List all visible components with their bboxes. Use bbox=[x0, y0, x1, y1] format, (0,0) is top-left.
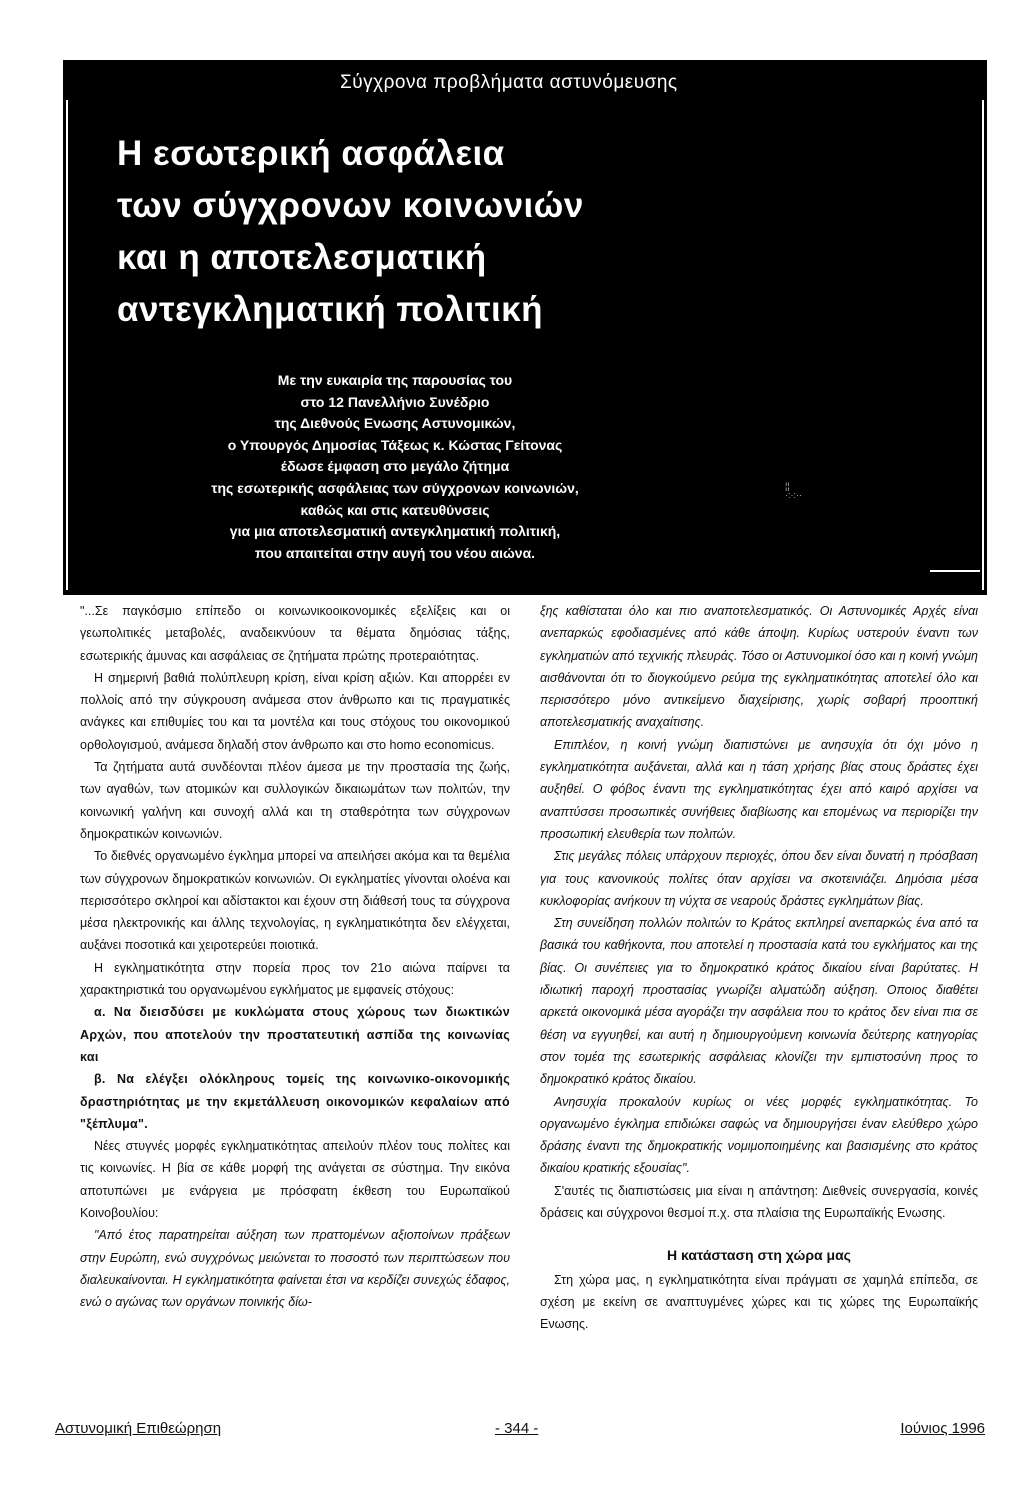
paragraph: Τα ζητήματα αυτά συνδέονται πλέον άμεσα με την προστασία της ζωής, των αγαθών, των ατομικών και συλλογικών δικαιωμάτων των πολιτών, την κοινωνική γαλήνη και συνοχή αλλά και τη σταθερότητα των σύγχρονων δημοκρατικών κοινωνιών. bbox=[80, 760, 510, 841]
quote-paragraph: ξης καθίσταται όλο και πιο αναποτελεσματικός. Οι Αστυνομικές Αρχές είναι ανεπαρκώς εφοδιασμένες από κάθε άποψη. Κυρίως υστερούν έναντι των εγκληματιών από τεχνικής πλευράς. Τόσο οι Αστυνομικοί όσο και η κοινή γνώμη αισθάνονται ότι το διογκούμενο ρεύμα της εγκληματικότητας αποτελεί όλο και περισσότερο μόνο αντικείμενο διαχείρισης, χωρίς σοβαρή προοπτική αποτελεσματικής αναχαίτισης. bbox=[540, 604, 978, 730]
lead-line: καθώς και στις κατευθύνσεις bbox=[300, 501, 490, 518]
paragraph: Η εγκληματικότητα στην πορεία προς τον 21ο αιώνα παίρνει τα χαρακτηριστικά του οργανωμένου εγκλήματος με εμφανείς στόχους: bbox=[80, 960, 510, 998]
page-footer bbox=[55, 1420, 985, 1444]
lead-line: έδωσε έμφαση στο μεγάλο ζήτημα bbox=[280, 458, 510, 475]
headline bbox=[117, 128, 677, 336]
paragraph: Νέες στυγνές μορφές εγκληματικότητας απειλούν πλέον τους πολίτες και τις κοινωνίες. Η βία σε κάθε μορφή της ανάγεται σε σύστημα. Την εικόνα αποτυπώνει με ενάργεια με πρόσφατη έκθεση του Ευρωπαϊκού Κοινοβουλίου: bbox=[80, 1139, 510, 1221]
headline-line: των σύγχρονων κοινωνιών bbox=[117, 186, 584, 225]
paragraph: Η σημερινή βαθιά πολύπλευρη κρίση, είναι κρίση αξιών. Και απορρέει εν πολλοίς από την σύγκρουση ανάμεσα στον άνθρωπο και τις πραγματικές ανάγκες και επιθυμίες του και τα μοντέλα και τους στόχους του οικονομικού ορθολογισμού, ανάμεσα δηλαδή στον άνθρωπο και στο homo economicus. bbox=[80, 670, 510, 752]
quote-paragraph: Στις μεγάλες πόλεις υπάρχουν περιοχές, όπου δεν είναι δυνατή η πρόσβαση για τους κανονικούς πολίτες όταν αρχίσει να σκοτεινιάζει. Δημόσια μέσα κυκλοφορίας ανήκουν τη νύχτα σε νεαρούς δράστες εγκλημάτων βίας. bbox=[540, 849, 978, 908]
headline-line: Η εσωτερική ασφάλεια bbox=[117, 134, 505, 173]
footer-journal: Αστυνομική Επιθεώρηση bbox=[55, 1420, 222, 1437]
decorative-line bbox=[930, 570, 980, 572]
section-title: Σύγχρονα προβλήματα αστυνόμευσης bbox=[340, 72, 678, 93]
quote-paragraph: "Από έτος παρατηρείται αύξηση των πραττομένων αξιοποίνων πράξεων στην Ευρώπη, ενώ συγχρόνως μειώνεται το ποσοστό των περιπτώσεων που διαλευκαίνονται. Η εγκληματικότητα φαίνεται έτσι να κερδίζει συνεχώς έδαφος, ενώ ο αγώνας των οργάνων ποινικής δίω- bbox=[80, 1228, 510, 1310]
lead-line: της εσωτερικής ασφάλειας των σύγχρονων κοινωνιών, bbox=[211, 479, 579, 496]
paragraph: Το διεθνές οργανωμένο έγκλημα μπορεί να απειλήσει ακόμα και τα θεμέλια των σύγχρονων δημοκρατικών κοινωνιών. Οι εγκληματίες γίνονται ολοένα και περισσότερο σκληροί και αδίστακτοι και έχουν στη διάθεσή τους τα σύγχρονα μέσα ηλεκτρονικής και άλλης τεχνολογίας, η εγκληματικότητα δεν ελέγχεται, αυξάνει ποσοτικά και χειροτερεύει ποιοτικά. bbox=[80, 849, 510, 953]
goal-a: α. Να διεισδύσει με κυκλώματα στους χώρους των διωκτικών Αρχών, που αποτελούν την προστατευτική ασπίδα της κοινωνίας και bbox=[80, 1005, 510, 1064]
paragraph: "...Σε παγκόσμιο επίπεδο οι κοινωνικοοικονομικές εξελίξεις και οι γεωπολιτικές μεταβολές, αναδεικνύουν τα θέματα δημόσιας τάξης, εσωτερικής άμυνας και ασφάλειας σε ζητήματα πρώτης προτεραιότητας. bbox=[80, 604, 510, 663]
header-left-rule bbox=[66, 100, 68, 590]
right-column bbox=[540, 600, 978, 1336]
left-column bbox=[80, 600, 510, 1314]
paragraph: Στη χώρα μας, η εγκληματικότητα είναι πράγματι σε χαμηλά επίπεδα, σε σχέση με εκείνη σε αναπτυγμένες χώρες και τις χώρες της Ευρωπαϊκής Ενωσης. bbox=[540, 1272, 978, 1332]
headline-line: και η αποτελεσματική bbox=[117, 238, 487, 277]
goal-b: β. Να ελέγξει ολόκληρους τομείς της κοινωνικο-οικονομικής δραστηριότητας με την εκμετάλλευση οικονομικών κεφαλαίων από "ξέπλυμα". bbox=[80, 1072, 510, 1131]
header-right-rule bbox=[982, 100, 984, 590]
quote-paragraph: Στη συνείδηση πολλών πολιτών το Κράτος εκπληρεί ανεπαρκώς ένα από τα βασικά του καθήκοντα, που αποτελεί η προστασία κατά του εγκλήματος και της βίας. Οι συνέπειες για το δημοκρατικό κράτος δικαίου είναι βαρύτατες. Η ιδιωτική παροχή προστασίας γνωρίζει αλματώδη αύξηση. Οποιος διαθέτει αρκετά οικονομικά μέσα αγοράζει την ασφάλεια που το κράτος δεν είναι πια σε θέση να εγγυηθεί, και αυτή η δημιουργούμενη κοινωνία δεύτερης κατηγορίας στον τομέα της εσωτερικής ασφάλειας κλονίζει την εμπιστοσύνη προς το δημοκρατικό κράτος δικαίου. bbox=[540, 916, 978, 1087]
lead-line: της Διεθνούς Ενωσης Αστυνομικών, bbox=[274, 415, 516, 432]
quote-paragraph: Επιπλέον, η κοινή γνώμη διαπιστώνει με ανησυχία ότι όχι μόνο η εγκληματικότητα αυξάνεται, αλλά και η τάση χρήσης βίας στους δράστες έχει αυξηθεί. Ο φόβος έναντι της εγκληματικότητας έχει από καιρό αρχίσει να αναπτύσσει προσωπικές συνήθειες διαβίωσης και επομένως να περιορίζει την προσωπική ελευθερία των πολιτών. bbox=[540, 737, 978, 841]
decorative-marks: ¦¦ ·:·:·· bbox=[785, 481, 802, 500]
subheading: Η κατάσταση στη χώρα μας bbox=[667, 1247, 851, 1264]
lead-line: Με την ευκαιρία της παρουσίας του bbox=[277, 372, 513, 388]
footer-page-number: - 344 - bbox=[495, 1420, 539, 1437]
headline-line: αντεγκληματική πολιτική bbox=[117, 290, 544, 329]
paragraph: Σ'αυτές τις διαπιστώσεις μια είναι η απάντηση: Διεθνείς συνεργασία, κοινές δράσεις και σύγχρονοι θεσμοί π.χ. στα πλαίσια της Ευρωπαϊκής Ενωσης. bbox=[540, 1183, 978, 1221]
lead-paragraph bbox=[120, 370, 670, 564]
footer-date: Ιούνιος 1996 bbox=[900, 1420, 985, 1437]
quote-paragraph: Ανησυχία προκαλούν κυρίως οι νέες μορφές εγκληματικότητας. Το οργανωμένο έγκλημα επιδιώκει σαφώς να δημιουργήσει έναν ελεύθερο χώρο δράσης έναντι της δημοκρατικής νομιμοποιημένης και βασισμένης στο κράτος δικαίου κρατικής εξουσίας". bbox=[540, 1094, 978, 1176]
lead-line: ο Υπουργός Δημοσίας Τάξεως κ. Κώστας Γείτονας bbox=[227, 436, 563, 453]
lead-line: για μια αποτελεσματική αντεγκληματική πολιτική, bbox=[229, 523, 561, 540]
lead-line: στο 12 Πανελλήνιο Συνέδριο bbox=[300, 393, 490, 410]
lead-line: που απαιτείται στην αυγή του νέου αιώνα. bbox=[254, 544, 536, 561]
